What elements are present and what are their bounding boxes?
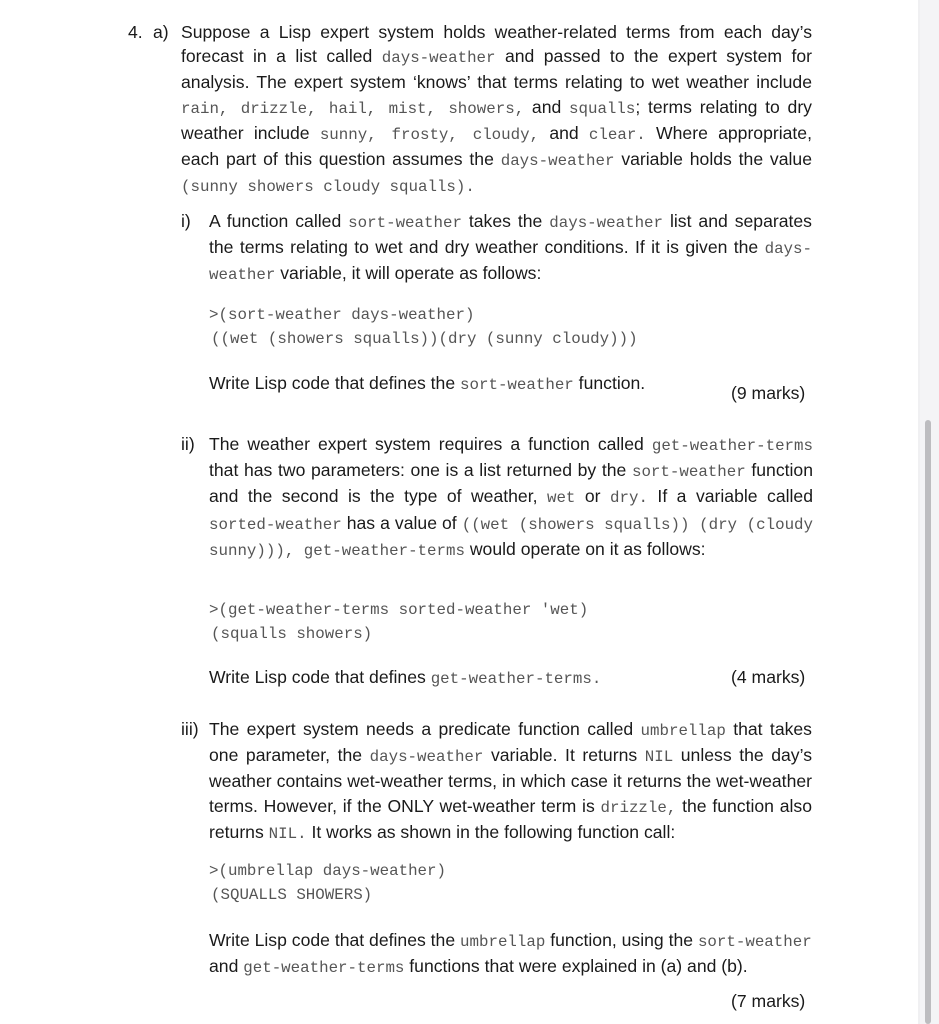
part-i-label: i) <box>181 211 191 231</box>
part-i-text: A function called sort-weather takes the days-weather list and separates the terms relating to wet and dry weather conditions. If it is given the days-weather variable, it will operate as follows: <box>209 211 812 285</box>
part-iii-marks: (7 marks) <box>731 991 806 1011</box>
part-ii-code-result: (squalls showers) <box>211 625 373 643</box>
part-a-label: a) <box>153 22 169 42</box>
part-i-marks: (9 marks) <box>731 383 806 403</box>
part-ii-label: ii) <box>181 434 195 454</box>
question-intro: Suppose a Lisp expert system holds weather-related terms from each day’s forecast in a list called days-weather and passed to the expert system for analysis. The expert system ‘knows’ that terms relating to wet weather include rain, drizzle, hail, mist, showers, and squalls; terms relating to dry weather include sunny, frosty, cloudy, and clear. Where appropriate, each part of this question assumes the days-weather variable holds the value (sunny showers cloudy squalls). <box>181 22 812 197</box>
part-ii-task: Write Lisp code that defines get-weather-terms. <box>209 667 602 688</box>
part-iii-code-call: >(umbrellap days-weather) <box>209 862 446 880</box>
part-iii-task: Write Lisp code that defines the umbrellap function, using the sort-weather and get-weather-terms functions that were explained in (a) and (b). <box>209 930 812 978</box>
part-ii-marks: (4 marks) <box>731 667 806 687</box>
part-i-code-result: ((wet (showers squalls))(dry (sunny cloudy))) <box>211 330 638 348</box>
part-iii-label: iii) <box>181 719 199 739</box>
part-ii-text: The weather expert system requires a function called get-weather-terms that has two parameters: one is a list returned by the sort-weather function and the second is the type of weather, wet or dry. If a variable called sorted-weather has a value of ((wet (showers squalls)) (dry (cloudy sunny))), get-weather-terms would operate on it as follows: <box>209 434 814 560</box>
part-iii-code-result: (SQUALLS SHOWERS) <box>211 886 373 904</box>
part-ii-code-call: >(get-weather-terms sorted-weather 'wet) <box>209 601 589 619</box>
part-i-code-call: >(sort-weather days-weather) <box>209 306 475 324</box>
part-i-task: Write Lisp code that defines the sort-weather function. <box>209 373 646 394</box>
part-iii-text: The expert system needs a predicate function called umbrellap that takes one parameter, the days-weather variable. It returns NIL unless the day’s weather contains wet-weather terms, in which case it returns the wet-weather terms. However, if the ONLY wet-weather term is drizzle, the function also returns NIL. It works as shown in the following function call: <box>209 719 812 843</box>
question-number: 4. <box>128 22 143 42</box>
scrollbar-thumb[interactable] <box>925 420 931 1024</box>
